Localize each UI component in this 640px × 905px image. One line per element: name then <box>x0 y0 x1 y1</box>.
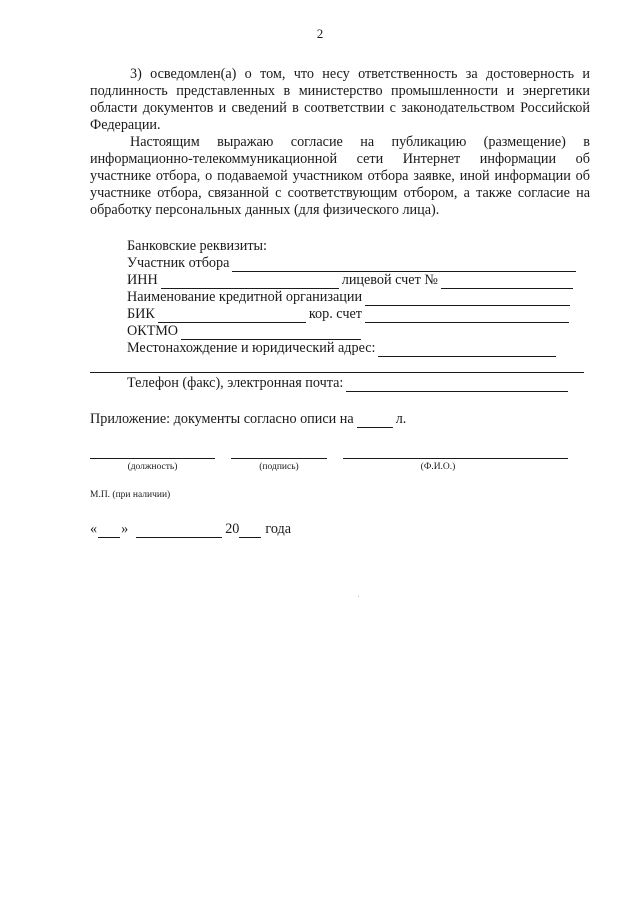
day-field[interactable] <box>98 524 120 538</box>
account-label: лицевой счет № <box>341 272 438 288</box>
inn-account-row <box>127 272 576 289</box>
inn-field[interactable] <box>161 275 339 289</box>
contacts-label: Телефон (факс), электронная почта: <box>127 375 344 391</box>
bank-details-heading-row <box>127 238 267 255</box>
position-caption: (должность) <box>127 462 178 472</box>
attachment-row <box>90 411 406 428</box>
signature-caption: (подпись) <box>259 462 299 472</box>
page-number: 2 <box>316 26 324 41</box>
bik-corr-row <box>127 306 572 323</box>
attachment-pages-field[interactable] <box>357 414 393 428</box>
corr-account-label: кор. счет <box>308 306 362 322</box>
bank-name-row <box>127 289 573 306</box>
consent-paragraph: Настоящим выражаю согласие на публикацию (размещение) в информационно-телекоммуникационной сети Интернет информации об участнике отбора, о подаваемой участником отбора заявке, иной информации об участнике отбора, связанной с соответствующим отбором, а также согласие на обработку персональных данных (для физического лица). <box>90 134 590 218</box>
bank-name-label: Наименование кредитной организации <box>127 289 363 305</box>
oktmo-label: ОКТМО <box>127 323 179 339</box>
year-suffix: года <box>265 521 292 537</box>
oktmo-field[interactable] <box>181 326 361 340</box>
address-continuation-field[interactable] <box>90 372 584 373</box>
date-close-quote: » <box>121 521 129 537</box>
corr-account-field[interactable] <box>365 309 569 323</box>
address-field[interactable] <box>378 343 556 357</box>
signature-line[interactable] <box>231 458 327 459</box>
bank-details-heading: Банковские реквизиты: <box>127 238 267 254</box>
date-open-quote: « <box>90 521 98 537</box>
bank-name-field[interactable] <box>365 292 570 306</box>
inn-label: ИНН <box>127 272 158 288</box>
bik-label: БИК <box>127 306 155 322</box>
month-field[interactable] <box>136 524 222 538</box>
name-caption: (Ф.И.О.) <box>420 462 456 472</box>
year-prefix: 20 <box>225 521 240 537</box>
contacts-field[interactable] <box>346 378 568 392</box>
participant-field[interactable] <box>232 258 576 272</box>
account-field[interactable] <box>441 275 573 289</box>
attachment-label: Приложение: документы согласно описи на <box>90 411 354 427</box>
position-line[interactable] <box>90 458 215 459</box>
address-row <box>127 340 559 357</box>
stamp-note: М.П. (при наличии) <box>90 490 171 500</box>
responsibility-paragraph: 3) осведомлен(а) о том, что несу ответственность за достоверность и подлинность представленных в министерство промышленности и энергетики области документов и сведений в соответствии с законодательством Российской Федерации. <box>90 66 590 133</box>
oktmo-row <box>127 323 364 340</box>
date-row <box>90 521 291 538</box>
bik-field[interactable] <box>158 309 306 323</box>
attachment-unit: л. <box>395 411 407 427</box>
name-line[interactable] <box>343 458 568 459</box>
contacts-row <box>127 375 571 392</box>
address-label: Местонахождение и юридический адрес: <box>127 340 376 356</box>
scan-speck <box>358 596 359 597</box>
participant-row <box>127 255 579 272</box>
year-field[interactable] <box>239 524 261 538</box>
participant-label: Участник отбора <box>127 255 230 271</box>
